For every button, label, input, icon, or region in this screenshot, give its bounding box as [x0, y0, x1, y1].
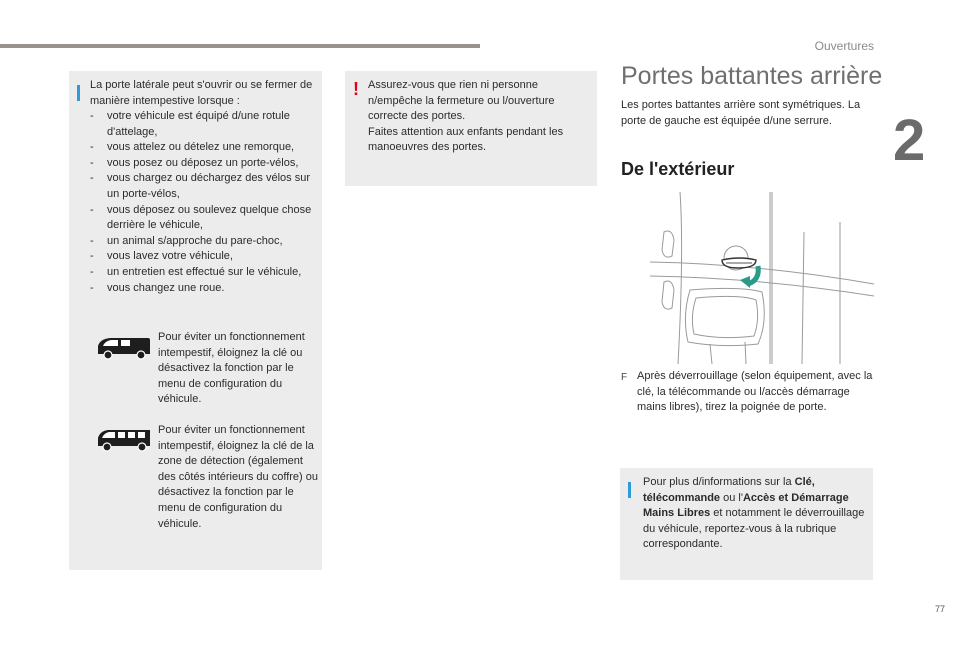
- subsection-title: De l'extérieur: [621, 159, 735, 179]
- step-instruction: Après déverrouillage (selon équipement, avec la clé, la télécommande ou l/accès démarrage mains libres), tirez la poignée de porte.: [637, 370, 873, 414]
- list-item: - vous changez une roue.: [90, 281, 320, 297]
- list-item: - vous lavez votre véhicule,: [90, 249, 320, 265]
- ref-text-2: ou l': [720, 491, 743, 504]
- info-icon: [77, 85, 80, 101]
- warning-line-2: Faites attention aux enfants pendant les manoeuvres des portes.: [368, 125, 564, 154]
- list-item: - vous déposez ou soulevez quelque chose derrière le véhicule,: [90, 203, 320, 234]
- chapter-number: 2: [893, 108, 926, 173]
- page-title: Portes battantes arrière: [621, 62, 883, 90]
- ref-text-3: et notamment le déverrouillage du véhicule, reportez-vous à la rubrique correspondante.: [643, 507, 865, 551]
- warning-icon: !: [353, 79, 359, 99]
- ref-key-link: Clé, télécommande: [643, 476, 815, 504]
- list-item: - vous attelez ou dételez une remorque,: [90, 140, 320, 156]
- header-rule: [0, 44, 480, 48]
- reference-text: [643, 475, 871, 553]
- list-item: - vous posez ou déposez un porte-vélos,: [90, 156, 320, 172]
- page-number: 77: [935, 604, 946, 614]
- info-box-intro: La porte latérale peut s'ouvrir ou se fermer de manière intempestive lorsque :: [90, 79, 313, 107]
- bullet-marker: F: [621, 372, 628, 383]
- ref-text-1: Pour plus d/informations sur la: [643, 476, 795, 488]
- note-short-van: Pour éviter un fonctionnement intempestif, éloignez la clé ou désactivez la fonction par le menu de configuration du véhicule.: [158, 331, 305, 406]
- ref-hands-free-link: Accès et Démarrage Mains Libres: [643, 491, 849, 520]
- info-icon: [628, 482, 631, 498]
- list-item: - votre véhicule est équipé d/une rotule d'attelage,: [90, 109, 320, 140]
- van-long-icon: [96, 428, 152, 452]
- trigger-list: [90, 109, 320, 296]
- list-item: - un entretien est effectué sur le véhicule,: [90, 265, 320, 281]
- list-item: - un animal s/approche du pare-choc,: [90, 234, 320, 250]
- warning-text: [368, 78, 593, 156]
- rear-door-handle-illustration: [650, 192, 874, 364]
- intro-text: Les portes battantes arrière sont symétriques. La porte de gauche est équipée d/une serrure.: [621, 99, 861, 127]
- section-title: Ouvertures: [814, 39, 874, 53]
- list-item: - vous chargez ou déchargez des vélos sur un porte-vélos,: [90, 171, 320, 202]
- van-short-icon: [96, 336, 152, 360]
- note-long-van: Pour éviter un fonctionnement intempestif, éloignez la clé de la zone de détection (également des côtés intérieurs du coffre) ou désactivez la fonction par le menu de configuration du véhicule.: [158, 424, 318, 530]
- warning-line-1: Assurez-vous que rien ni personne n/empêche la fermeture ou l/ouverture correcte des portes.: [368, 79, 555, 123]
